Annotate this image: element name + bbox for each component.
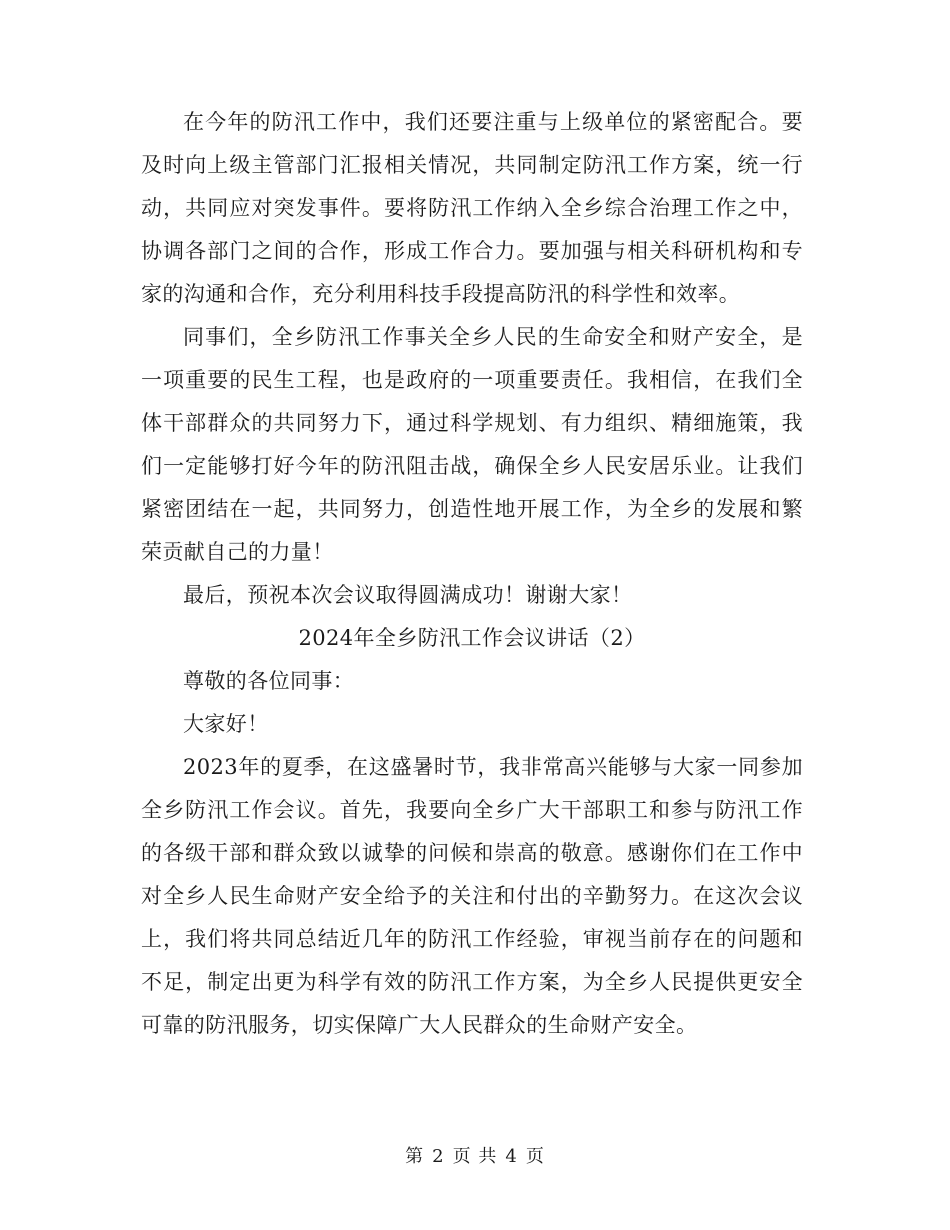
- paragraph-greeting: 大家好！: [183, 712, 269, 736]
- paragraph-coordination: 在今年的防汛工作中，我们还要注重与上级单位的紧密配合。要及时向上级主管部门汇报相关情况，共同制定防汛工作方案，统一行动，共同应对突发事件。要将防汛工作纳入全乡综合治理工作之中，协调各部门之间的合作，形成工作合力。要加强与相关科研机构和专家的沟通和合作，充分利用科技手段提高防汛的科学性和效率。: [141, 110, 803, 306]
- document-body: [141, 101, 803, 1047]
- paragraph-closing: 最后，预祝本次会议取得圆满成功！谢谢大家！: [183, 583, 633, 607]
- paragraph-opening: 2023年的夏季，在这盛暑时节，我非常高兴能够与大家一同参加全乡防汛工作会议。首先，我要向全乡广大干部职工和参与防汛工作的各级干部和群众致以诚挚的问候和崇高的敬意。感谢你们在工作中对全乡人民生命财产安全给予的关注和付出的辛勤努力。在这次会议上，我们将共同总结近几年的防汛工作经验，审视当前存在的问题和不足，制定出更为科学有效的防汛工作方案，为全乡人民提供更安全可靠的防汛服务，切实保障广大人民群众的生命财产安全。: [141, 755, 803, 1037]
- footer-middle: 页 共: [452, 1146, 498, 1167]
- page-footer: [0, 1142, 950, 1172]
- footer-prefix: 第: [405, 1146, 425, 1167]
- section-title: 2024年全乡防汛工作会议讲话（2）: [298, 626, 646, 650]
- paragraph-colleagues: 同事们，全乡防汛工作事关全乡人民的生命安全和财产安全，是一项重要的民生工程，也是政府的一项重要责任。我相信，在我们全体干部群众的共同努力下，通过科学规划、有力组织、精细施策，我们一定能够打好今年的防汛阻击战，确保全乡人民安居乐业。让我们紧密团结在一起，共同努力，创造性地开展工作，为全乡的发展和繁荣贡献自己的力量！: [141, 325, 803, 564]
- paragraph-salutation: 尊敬的各位同事：: [183, 669, 355, 693]
- footer-suffix: 页: [525, 1146, 545, 1167]
- footer-page-number: 2: [432, 1146, 445, 1167]
- footer-total-pages: 4: [505, 1146, 518, 1167]
